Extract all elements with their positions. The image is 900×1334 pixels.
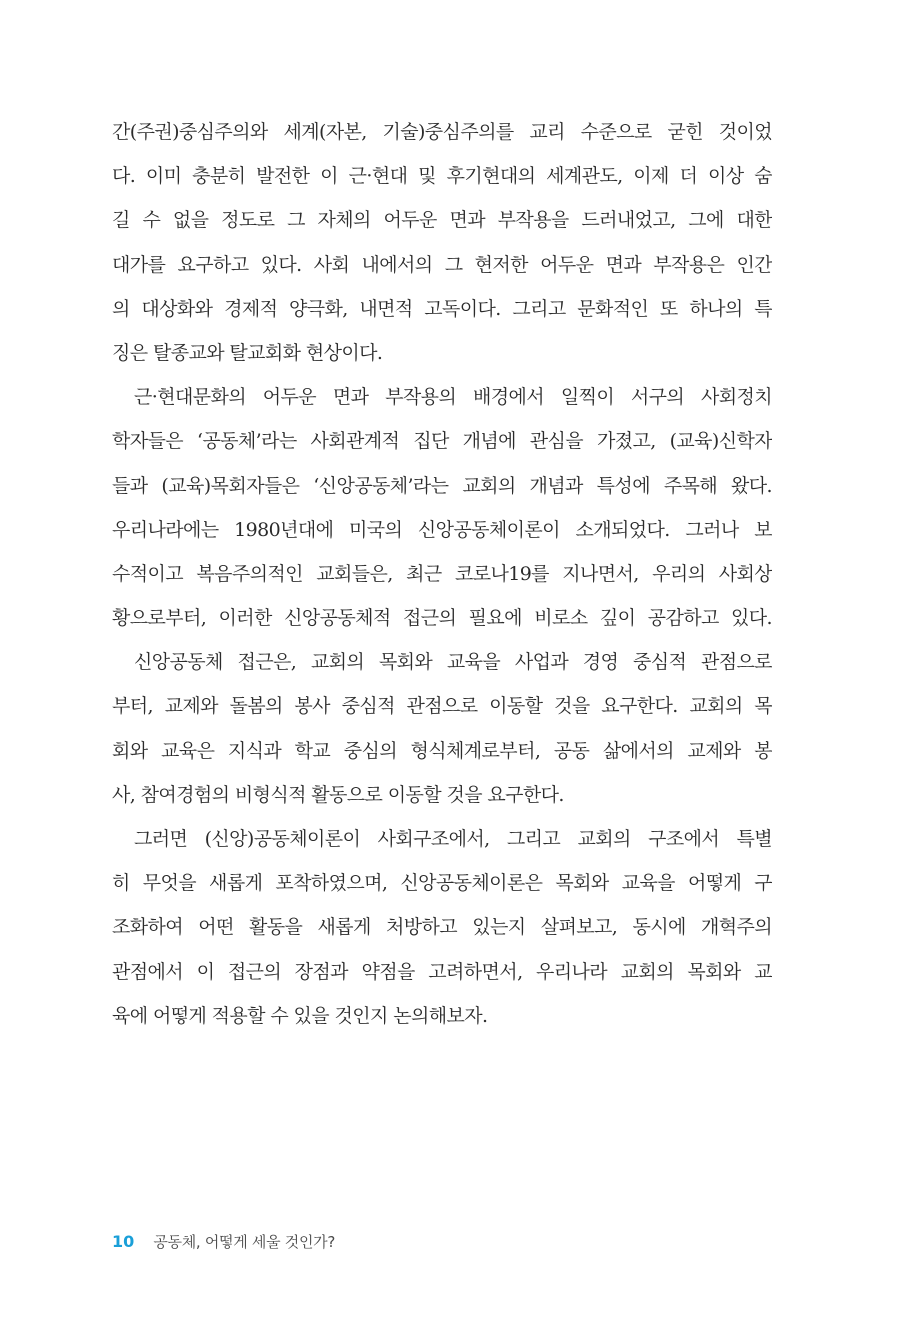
running-title: 공동체, 어떻게 세울 것인가? [153,1233,335,1251]
text-line: 관점에서 이 접근의 장점과 약점을 고려하면서, 우리나라 교회의 목회와 교 [112,960,772,983]
text-line: 대가를 요구하고 있다. 사회 내에서의 그 현저한 어두운 면과 부작용은 인간 [112,253,772,276]
page-body [112,110,772,1038]
paragraph-1 [112,110,772,375]
text-line: 사, 참여경험의 비형식적 활동으로 이동할 것을 요구한다. [112,783,564,806]
text-line: 근·현대문화의 어두운 면과 부작용의 배경에서 일찍이 서구의 사회정치 [134,386,772,409]
text-line: 길 수 없을 정도로 그 자체의 어두운 면과 부작용을 드러내었고, 그에 대한 [112,209,772,232]
text-line: 학자들은 ‘공동체’라는 사회관계적 집단 개념에 관심을 가졌고, (교육)신학자 [112,430,772,453]
text-line: 그러면 (신앙)공동체이론이 사회구조에서, 그리고 교회의 구조에서 특별 [134,828,772,850]
text-line: 부터, 교제와 돌봄의 봉사 중심적 관점으로 이동할 것을 요구한다. 교회의 목 [112,695,772,718]
text-line: 징은 탈종교와 탈교회화 현상이다. [112,341,383,364]
text-line: 회와 교육은 지식과 학교 중심의 형식체계로부터, 공동 삶에서의 교제와 봉 [112,739,772,762]
text-line: 우리나라에는 1980년대에 미국의 신앙공동체이론이 소개되었다. 그러나 보 [112,518,772,541]
text-line: 수적이고 복음주의적인 교회들은, 최근 코로나19를 지나면서, 우리의 사회상 [112,562,772,585]
page-number: 10 [112,1232,135,1251]
text-line: 육에 어떻게 적용할 수 있을 것인지 논의해보자. [112,1004,488,1027]
text-line: 간(주권)중심주의와 세계(자본, 기술)중심주의를 교리 수준으로 굳힌 것이었 [112,121,772,143]
text-line: 신앙공동체 접근은, 교회의 목회와 교육을 사업과 경영 중심적 관점으로 [134,651,772,674]
text-line: 다. 이미 충분히 발전한 이 근·현대 및 후기현대의 세계관도, 이제 더 이상 숨 [112,165,772,188]
text-line: 의 대상화와 경제적 양극화, 내면적 고독이다. 그리고 문화적인 또 하나의 특 [112,297,772,320]
text-line: 히 무엇을 새롭게 포착하였으며, 신앙공동체이론은 목회와 교육을 어떻게 구 [112,872,772,895]
page-footer [112,1230,335,1254]
paragraph-2 [112,375,772,640]
text-line: 조화하여 어떤 활동을 새롭게 처방하고 있는지 살펴보고, 동시에 개혁주의 [112,916,772,939]
paragraph-4 [112,817,772,1038]
text-line: 황으로부터, 이러한 신앙공동체적 접근의 필요에 비로소 깊이 공감하고 있다. [112,607,772,630]
paragraph-3 [112,640,772,817]
text-line: 들과 (교육)목회자들은 ‘신앙공동체’라는 교회의 개념과 특성에 주목해 왔다. [112,474,772,497]
